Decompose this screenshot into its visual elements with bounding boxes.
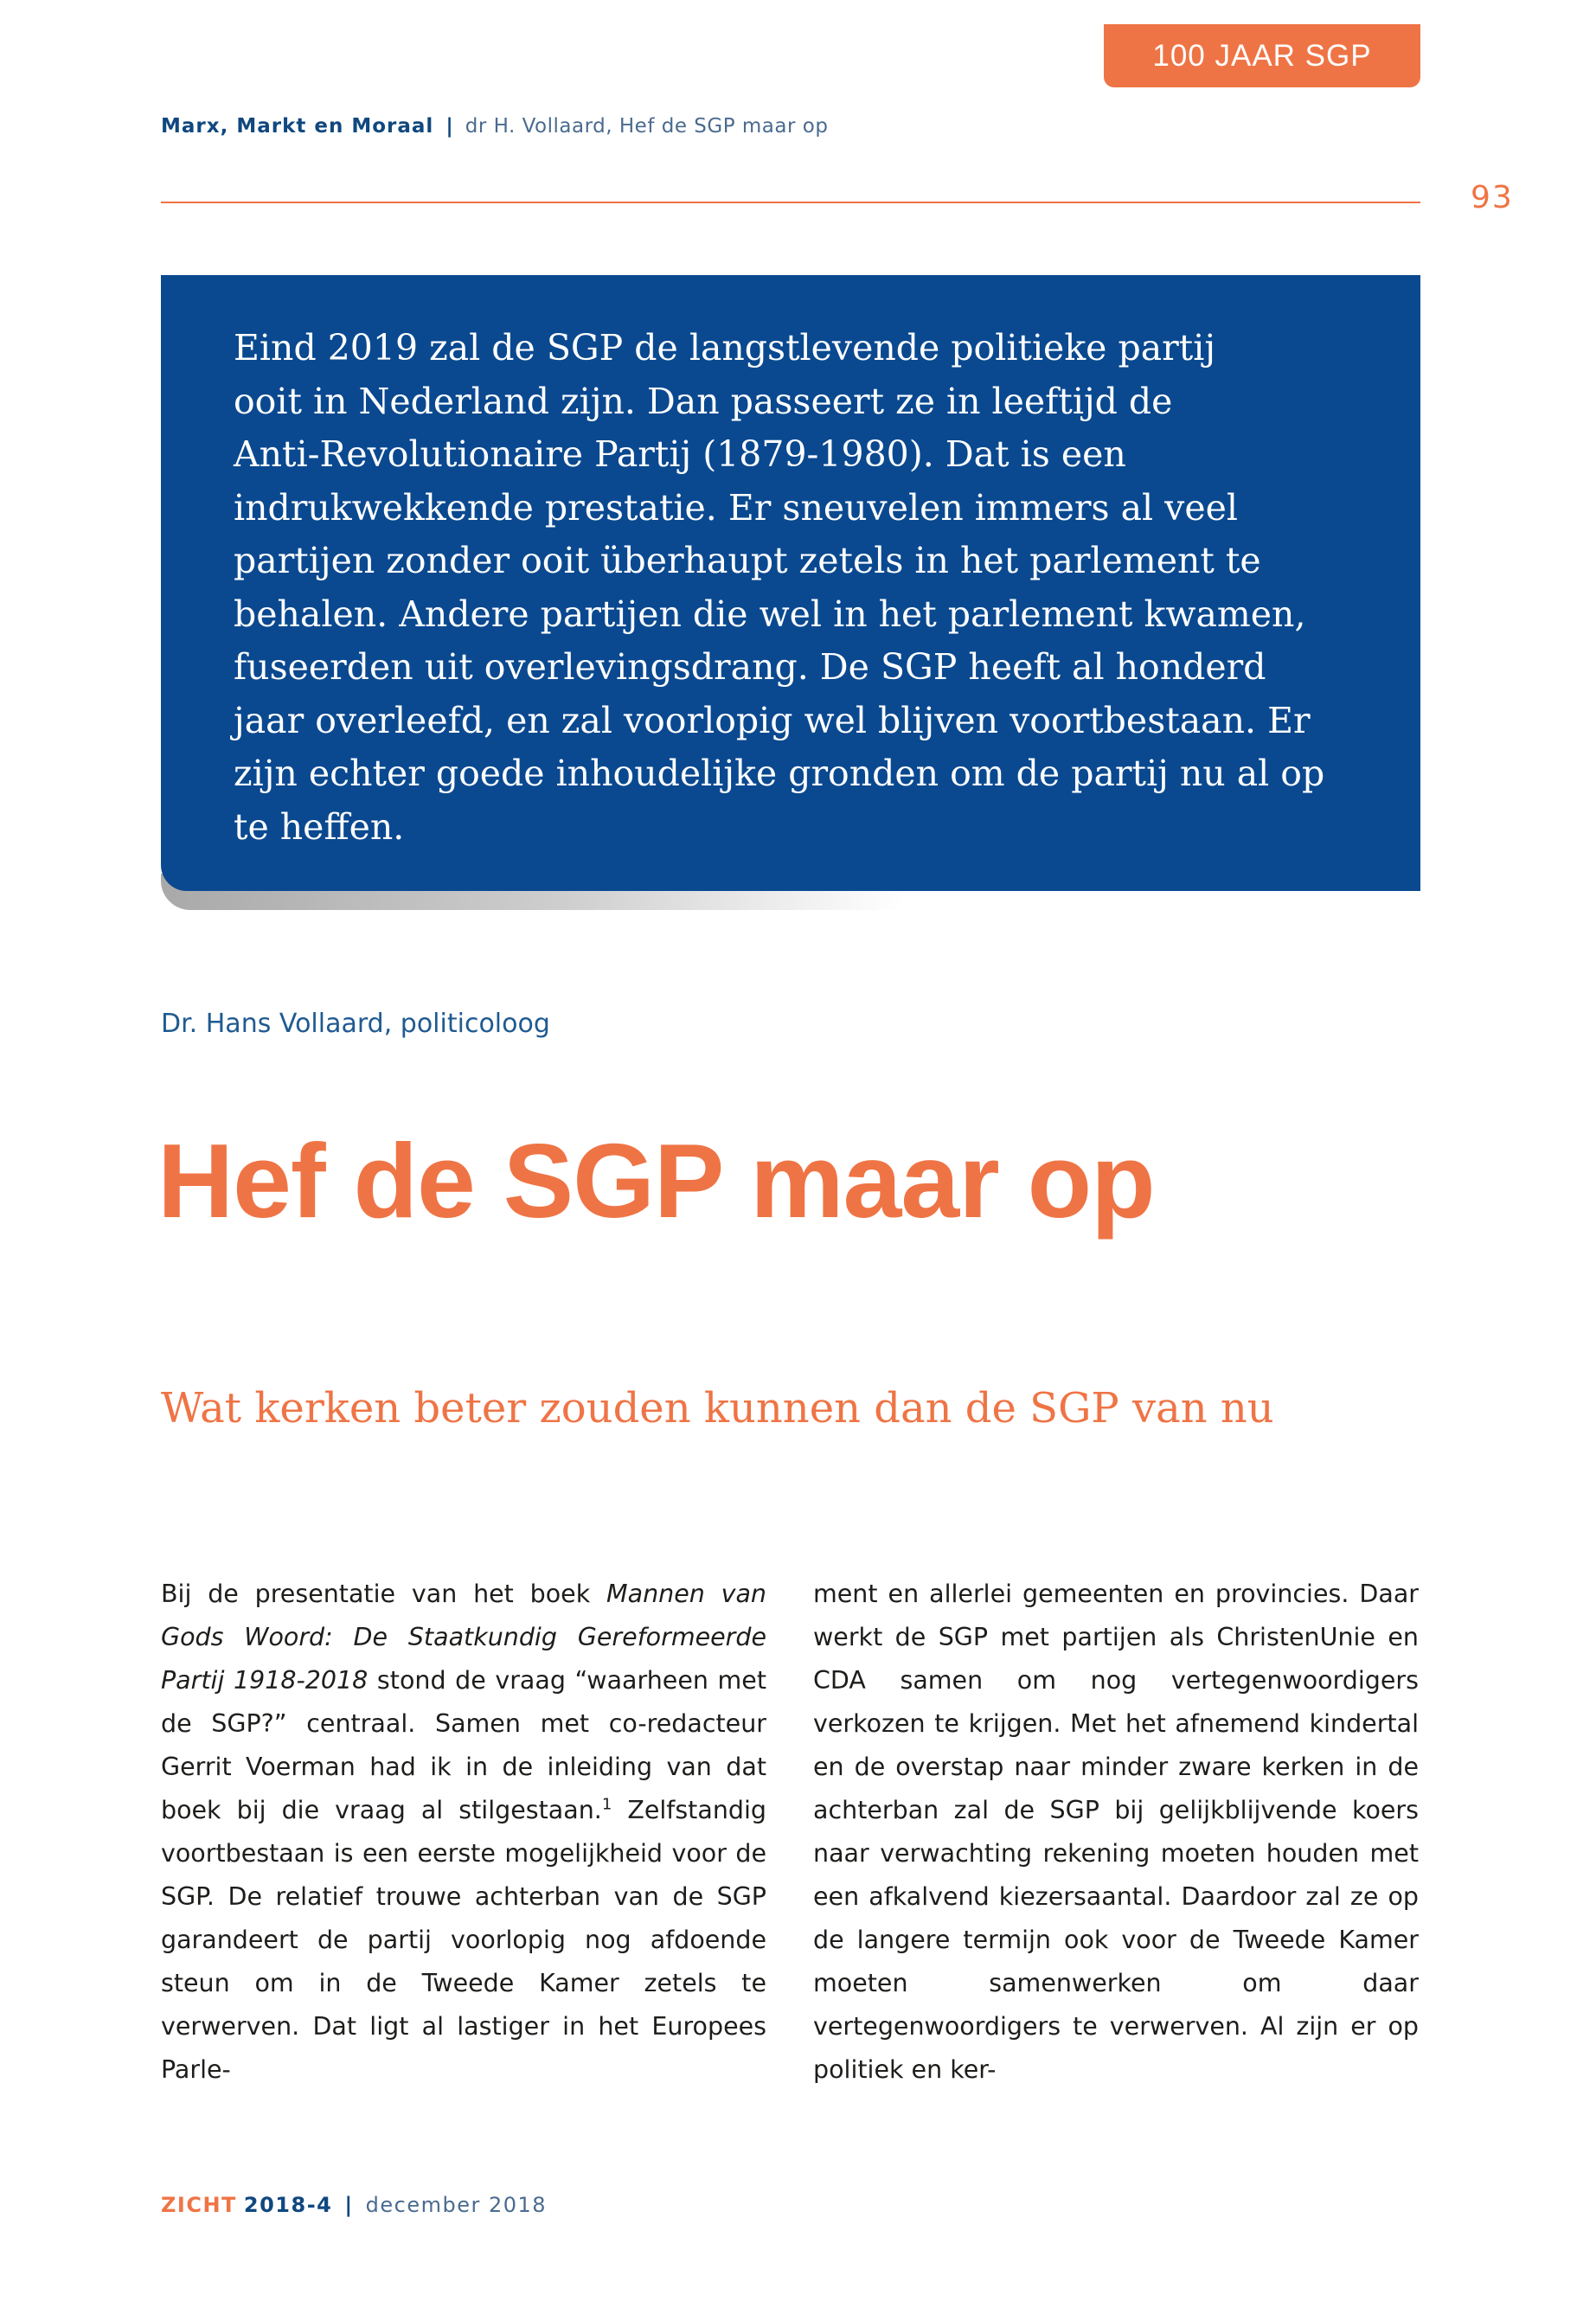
intro-line: zijn echter goede inhoudelijke gronden om de partij nu al op — [234, 753, 1325, 794]
intro-line: Eind 2019 zal de SGP de langstlevende politieke partij — [234, 327, 1216, 369]
body-text: stond de vraag “waarheen met de SGP?” centraal. Samen met co-redacteur Gerrit Voerman had ik in de inleiding van dat boek bij die vraag al stilgestaan. — [161, 1666, 766, 1824]
intro-box — [161, 275, 1420, 891]
intro-line: jaar overleefd, en zal voorlopig wel blijven voortbestaan. Er — [234, 699, 1311, 741]
body-column-left — [161, 1573, 766, 2092]
intro-line: behalen. Andere partijen die wel in het parlement kwamen, — [234, 593, 1306, 635]
section-tag: 100 JAAR SGP — [1104, 24, 1420, 87]
intro-line: te heffen. — [234, 805, 405, 848]
body-text: Zelfstandig voortbestaan is een eerste mogelijkheid voor de SGP. De relatief trouwe achterban van de SGP garandeert de partij voorlopig nog afdoende steun om in de Tweede Kamer zetels te verwerven. Dat ligt al lastiger in het Europees Parle- — [161, 1796, 766, 2084]
page-number: 93 — [1471, 180, 1514, 215]
header-rule — [161, 202, 1420, 203]
footer — [161, 2189, 547, 2221]
issue-number: 2018-4 — [243, 2193, 333, 2217]
running-header — [161, 111, 828, 142]
article-title: Hef de SGP maar op — [157, 1122, 1155, 1240]
footnote-marker[interactable]: 1 — [601, 1795, 612, 1814]
body-column-right: ment en allerlei gemeenten en provincies. Daar werkt de SGP met partijen als ChristenUnie en CDA samen om nog vertegenwoordigers verkozen te krijgen. Met het afnemend kindertal en de overstap naar minder zware kerken in de achterban zal de SGP bij gelijkblijvende koers naar verwachting rekening moeten houden met een afkalvend kiezersaantal. Daardoor zal ze op de langere termijn ook voor de Tweede Kamer moeten samenwerken om daar vertegenwoordigers te verwerven. Al zijn er op politiek en ker- — [813, 1580, 1419, 2084]
header-separator: | — [445, 115, 453, 138]
author-article-title: dr H. Vollaard, Hef de SGP maar op — [465, 115, 829, 138]
article-subtitle: Wat kerken beter zouden kunnen dan de SGP van nu — [161, 1384, 1274, 1433]
magazine-name: ZICHT — [161, 2193, 237, 2217]
book-title: Mannen van Gods Woord: De Staatkundig Gereformeerde Partij 1918-2018 — [161, 1580, 766, 1695]
intro-line: indrukwekkende prestatie. Er sneuvelen immers al veel — [234, 486, 1238, 529]
intro-line: ooit in Nederland zijn. Dan passeert ze in leeftijd de — [234, 380, 1173, 422]
intro-line: partijen zonder ooit überhaupt zetels in het parlement te — [234, 540, 1261, 581]
series-title: Marx, Markt en Moraal — [161, 115, 434, 138]
issue-date: december 2018 — [365, 2193, 548, 2217]
footer-separator: | — [344, 2193, 354, 2217]
intro-line: Anti-Revolutionaire Partij (1879-1980). Dat is een — [234, 433, 1126, 475]
intro-text — [234, 322, 1367, 854]
body-text: Bij de presentatie van het boek — [161, 1580, 607, 1608]
intro-line: fuseerden uit overlevingsdrang. De SGP heeft al honderd — [234, 646, 1266, 688]
byline: Dr. Hans Vollaard, politicoloog — [161, 1009, 550, 1039]
